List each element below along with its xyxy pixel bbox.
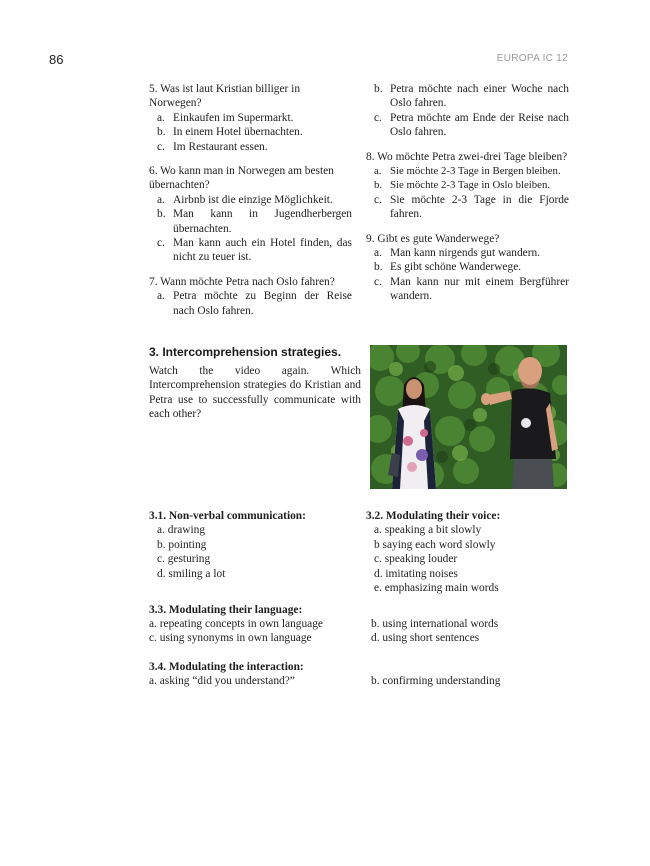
page-number: 86 xyxy=(49,52,64,67)
option: c. Man kann nur mit einem Bergführer wandern. xyxy=(374,275,569,303)
section-3-1 xyxy=(149,509,359,581)
list-item: c. speaking louder xyxy=(374,553,458,566)
option: a. Einkaufen im Supermarkt. xyxy=(157,111,294,124)
section-3-1-list xyxy=(149,523,359,581)
option: a. Man kann nirgends gut wandern. xyxy=(374,247,541,260)
question-5: 5. Was ist laut Kristian billiger in Norwegen? xyxy=(149,83,301,110)
question-5-options xyxy=(149,111,352,154)
question-8: 8. Wo möchte Petra zwei-drei Tage bleiben? xyxy=(366,150,568,163)
option: b. In einem Hotel übernachten. xyxy=(157,126,303,139)
list-item: c. gesturing xyxy=(157,553,211,566)
option: a. Sie möchte 2-3 Tage in Bergen bleiben. xyxy=(374,165,561,178)
list-item: d. smiling a lot xyxy=(157,567,226,580)
option: b. Es gibt schöne Wanderwege. xyxy=(374,261,522,274)
list-item: b. pointing xyxy=(157,538,207,551)
questions-left-column xyxy=(149,82,352,318)
option: b. Man kann in Jugendherbergen übernachten. xyxy=(157,208,352,235)
list-item: b. using international words xyxy=(371,618,499,630)
option: c. Petra möchte am Ende der Reise nach Oslo fahren. xyxy=(374,111,569,139)
running-head: EUROPA IC 12 xyxy=(496,53,568,64)
list-item: d. using short sentences xyxy=(371,632,480,645)
list-item: a. asking “did you understand?” xyxy=(149,675,295,687)
video-still-image xyxy=(370,345,567,489)
option: a. Petra möchte zu Beginn der Reise nach Oslo fahren. xyxy=(157,290,352,317)
option: c. Man kann auch ein Hotel finden, das nicht zu teuer ist. xyxy=(157,237,352,264)
list-item: d. imitating noises xyxy=(374,567,458,580)
section-3-4-left xyxy=(149,674,363,688)
list-item: a. repeating concepts in own language xyxy=(149,618,323,630)
option: a. Airbnb ist die einzige Möglichkeit. xyxy=(157,193,333,206)
question-9-options xyxy=(366,246,569,304)
list-item: a. drawing xyxy=(157,524,206,537)
question-7: 7. Wann möchte Petra nach Oslo fahren? xyxy=(149,275,335,288)
question-6-options xyxy=(149,193,352,265)
section-3-4-right xyxy=(371,674,571,688)
section-3-3 xyxy=(149,603,569,617)
question-8-options xyxy=(366,164,569,222)
option: b. Petra möchte nach einer Woche nach Oslo fahren. xyxy=(374,83,569,110)
question-9: 9. Gibt es gute Wanderwege? xyxy=(366,232,500,245)
section-3-2-list xyxy=(366,523,571,595)
list-item: c. using synonyms in own language xyxy=(149,632,312,645)
section-3-heading: 3. Intercomprehension strategies. xyxy=(149,345,342,359)
section-3-2-heading: 3.2. Modulating their voice: xyxy=(366,510,501,522)
option: c. Sie möchte 2-3 Tage in die Fjorde fahren. xyxy=(374,193,569,221)
option: b. Sie möchte 2-3 Tage in Oslo bleiben. xyxy=(374,179,551,192)
section-3-3-right-list xyxy=(371,617,571,646)
list-item: b. confirming understanding xyxy=(371,675,501,687)
question-7-options-continued xyxy=(366,82,569,140)
section-3-3-left-list xyxy=(149,617,363,646)
section-3-4-heading: 3.4. Modulating the interaction: xyxy=(149,661,304,673)
questions-right-column xyxy=(366,82,569,304)
section-3-1-heading: 3.1. Non-verbal communication: xyxy=(149,510,306,522)
section-3-3-heading: 3.3. Modulating their language: xyxy=(149,604,303,616)
question-7-options xyxy=(149,289,352,318)
option: c. Im Restaurant essen. xyxy=(157,140,268,153)
list-item: b saying each word slowly xyxy=(374,538,496,551)
section-3-4 xyxy=(149,660,569,674)
list-item: a. speaking a bit slowly xyxy=(374,524,482,537)
question-6: 6. Wo kann man in Norwegen am besten übernachten? xyxy=(149,165,334,192)
video-still[interactable] xyxy=(370,345,567,489)
section-3-intro: Watch the video again. Which Intercomprehension strategies do Kristian and Petra use to successfully communicate with each other? xyxy=(149,365,361,421)
section-3-2 xyxy=(366,509,571,595)
list-item: e. emphasizing main words xyxy=(374,582,499,595)
